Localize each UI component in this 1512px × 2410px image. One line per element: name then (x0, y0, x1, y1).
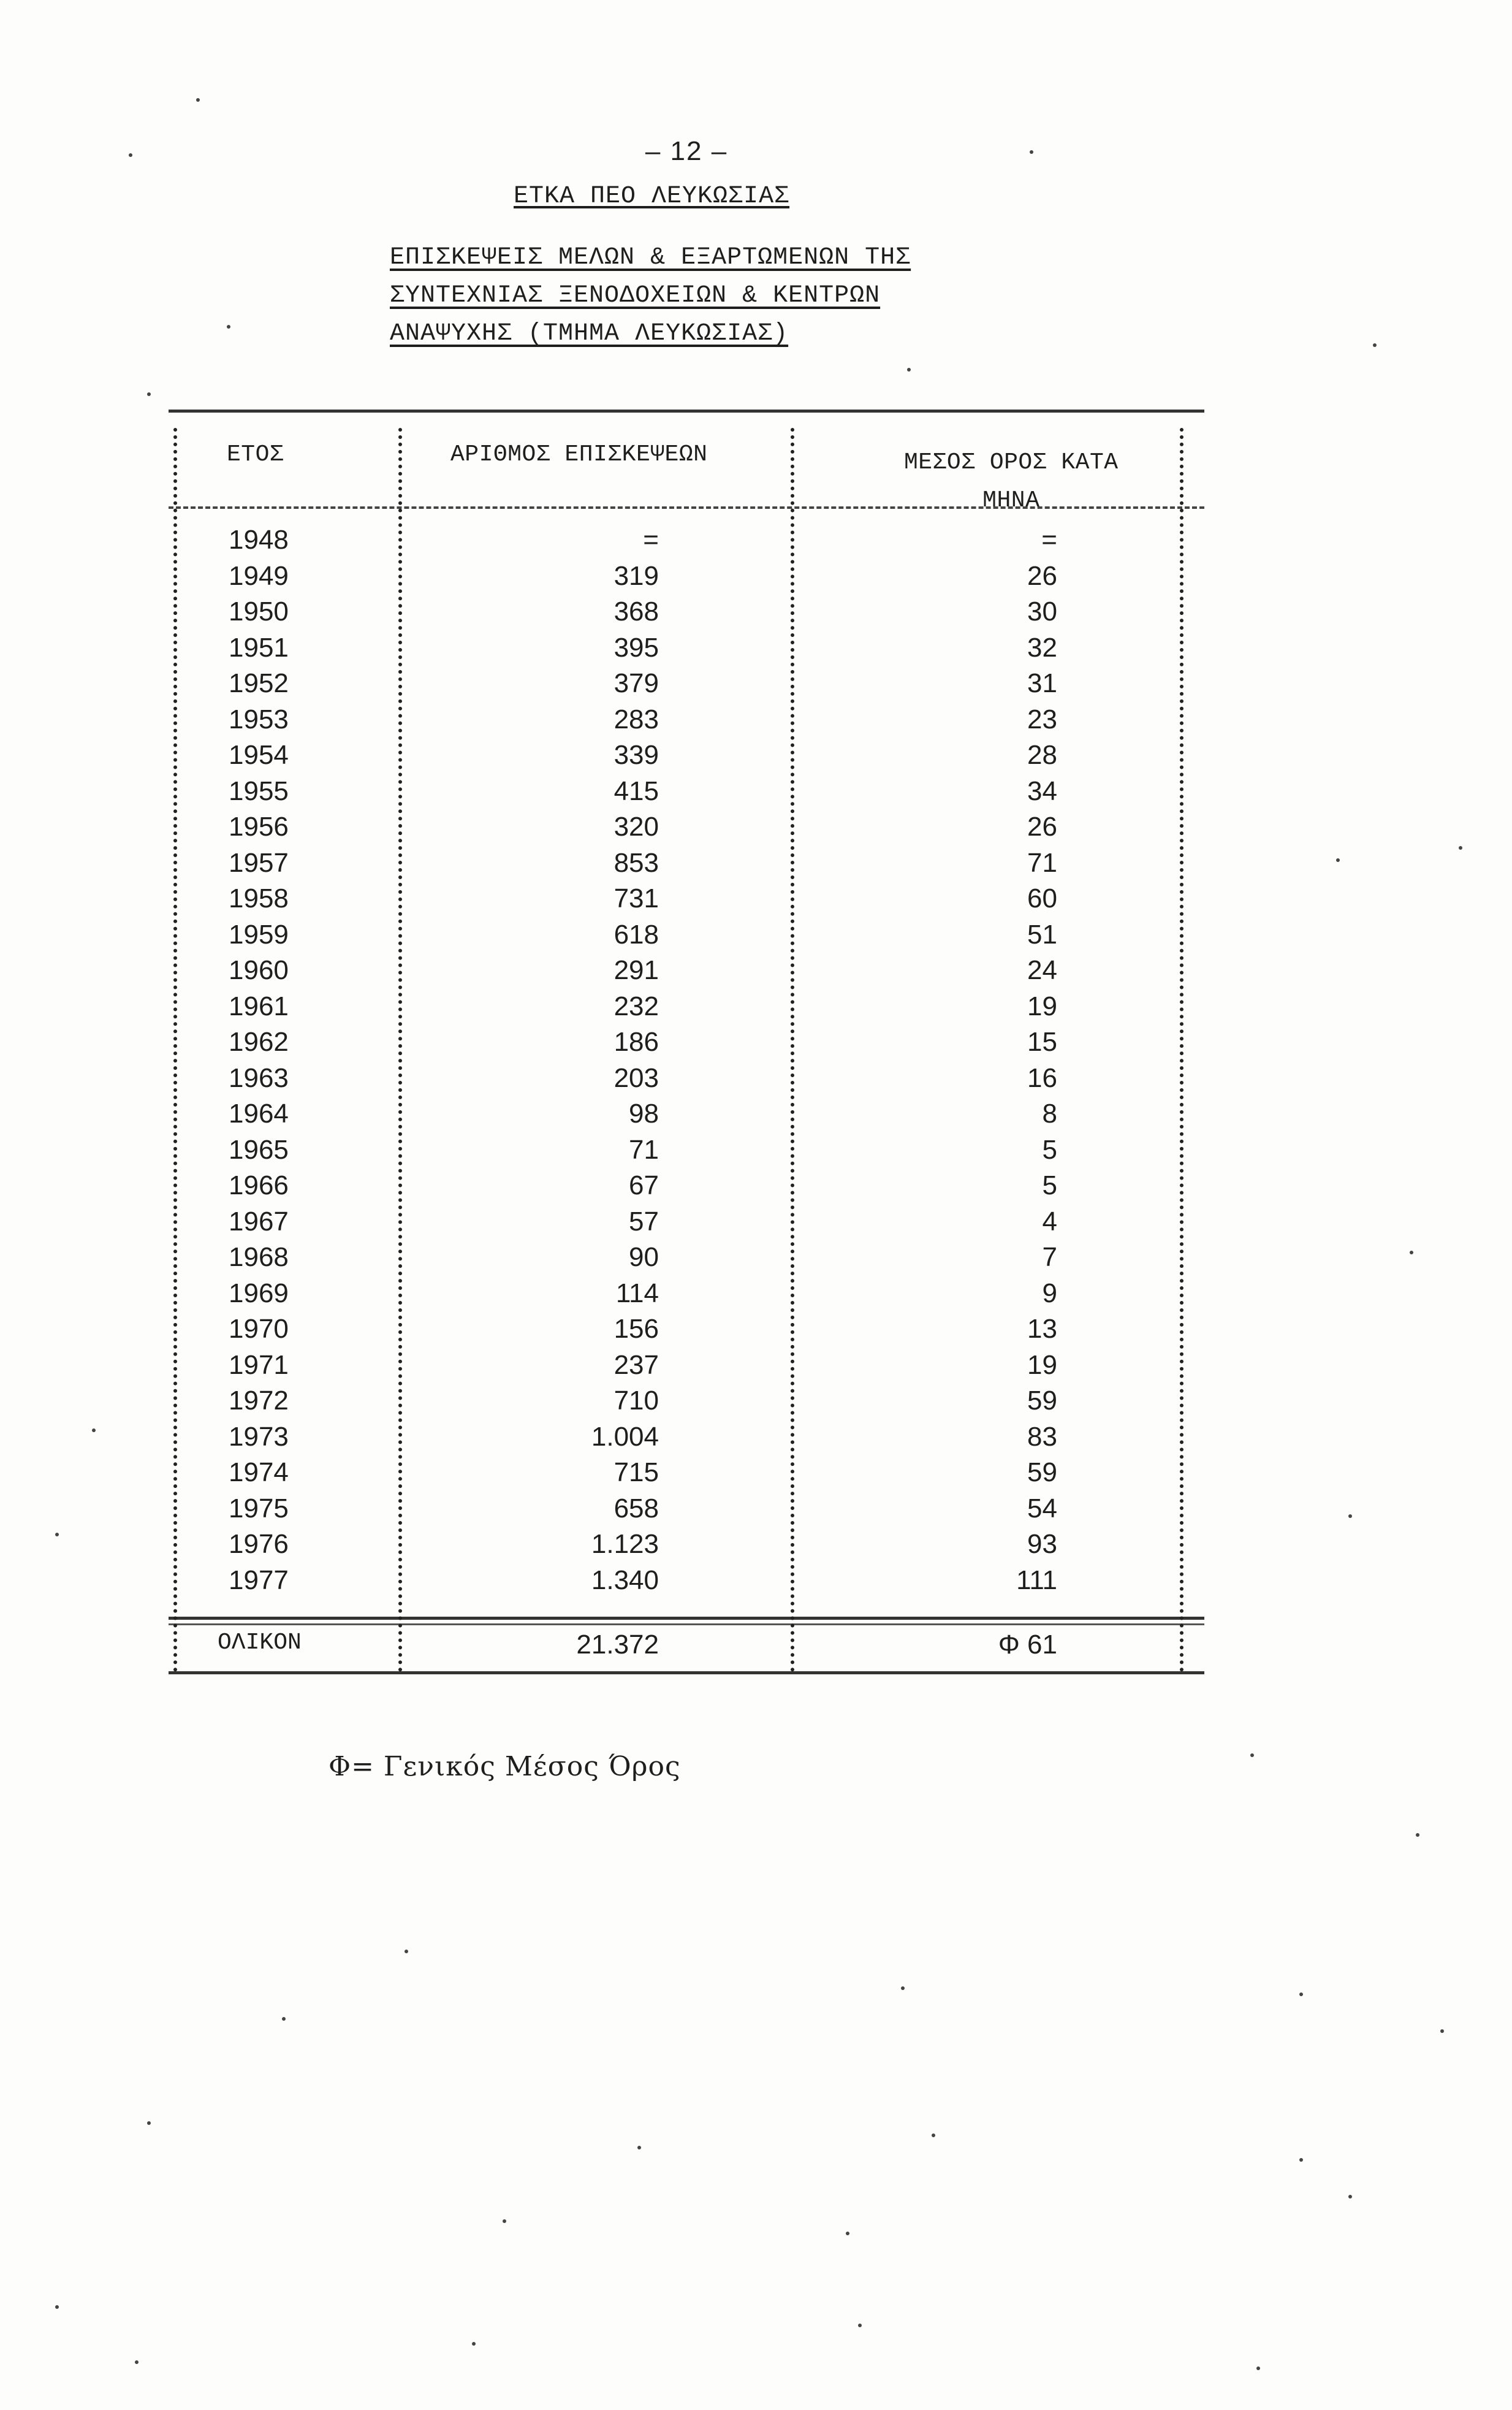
scan-speck (1299, 1992, 1303, 1996)
scan-speck (405, 1950, 408, 1953)
table-row (169, 1135, 1204, 1170)
visits-cell: 1.123 (591, 1529, 659, 1559)
visits-cell: 853 (614, 847, 659, 878)
table-row (169, 1350, 1204, 1386)
scan-speck (503, 2219, 506, 2223)
table-row (169, 1493, 1204, 1529)
scan-speck (147, 392, 151, 396)
scan-speck (55, 2305, 59, 2309)
table-row (169, 525, 1204, 560)
header-monthly-average-line-2: ΜΗΝΑ (982, 487, 1040, 514)
scan-speck (135, 2360, 139, 2364)
scan-speck (1373, 343, 1377, 347)
visits-cell: 203 (614, 1062, 659, 1093)
visits-cell: 320 (614, 812, 659, 842)
year-cell: 1967 (229, 1206, 289, 1237)
table-row (169, 1099, 1204, 1134)
scan-speck (227, 325, 230, 329)
visits-cell: 1.004 (591, 1421, 659, 1452)
average-cell: = (1041, 525, 1057, 555)
header-year: ΕΤΟΣ (227, 441, 284, 468)
table-top-rule (169, 410, 1204, 413)
year-cell: 1953 (229, 704, 289, 734)
scan-speck (846, 2232, 849, 2235)
average-cell: 4 (1042, 1206, 1057, 1237)
average-cell: 23 (1027, 704, 1057, 734)
visits-cell: 237 (614, 1349, 659, 1380)
scan-speck (1440, 2029, 1444, 2033)
average-cell: 71 (1027, 847, 1057, 878)
visits-cell: 67 (629, 1170, 659, 1200)
table-row (169, 1063, 1204, 1099)
year-cell: 1961 (229, 991, 289, 1021)
visits-cell: 715 (614, 1457, 659, 1487)
scan-speck (282, 2017, 286, 2021)
year-cell: 1951 (229, 632, 289, 663)
year-cell: 1962 (229, 1027, 289, 1057)
year-cell: 1974 (229, 1457, 289, 1487)
visits-cell: 339 (614, 740, 659, 770)
visits-table (169, 410, 1204, 1677)
scan-speck (1416, 1833, 1419, 1837)
scan-speck (1336, 858, 1340, 862)
table-row (169, 668, 1204, 704)
year-cell: 1957 (229, 847, 289, 878)
year-cell: 1966 (229, 1170, 289, 1200)
footnote: Φ= Γενικός Μέσος Όρος (329, 1751, 681, 1782)
visits-cell: 319 (614, 560, 659, 591)
scan-speck (55, 1533, 59, 1536)
visits-cell: 395 (614, 632, 659, 663)
scan-speck (1299, 2158, 1303, 2162)
scan-speck (1459, 846, 1462, 850)
average-cell: 59 (1027, 1457, 1057, 1487)
year-cell: 1969 (229, 1278, 289, 1308)
visits-cell: 710 (614, 1386, 659, 1416)
year-cell: 1965 (229, 1134, 289, 1165)
year-cell: 1954 (229, 740, 289, 770)
visits-cell: 415 (614, 776, 659, 806)
organization-title: ΕΤΚΑ ΠΕΟ ΛΕΥΚΩΣΙΑΣ (514, 183, 790, 210)
year-cell: 1948 (229, 525, 289, 555)
visits-cell: 71 (629, 1134, 659, 1165)
visits-cell: 658 (614, 1493, 659, 1523)
total-row (169, 1630, 1204, 1665)
visits-cell: 232 (614, 991, 659, 1021)
average-cell: 5 (1042, 1134, 1057, 1165)
average-cell: 9 (1042, 1278, 1057, 1308)
visits-cell: 90 (629, 1242, 659, 1272)
visits-cell: = (643, 525, 659, 555)
visits-cell: 618 (614, 919, 659, 950)
visits-cell: 1.340 (591, 1565, 659, 1595)
average-cell: 51 (1027, 919, 1057, 950)
visits-cell: 379 (614, 668, 659, 698)
table-row (169, 883, 1204, 919)
year-cell: 1949 (229, 560, 289, 591)
page-number: – 12 – (645, 136, 728, 166)
visits-cell: 57 (629, 1206, 659, 1237)
year-cell: 1952 (229, 668, 289, 698)
average-cell: 111 (1016, 1565, 1057, 1595)
total-top-rule-secondary (169, 1623, 1204, 1625)
scan-speck (472, 2342, 476, 2346)
document-heading (390, 239, 911, 353)
visits-cell: 368 (614, 597, 659, 627)
table-row (169, 1207, 1204, 1242)
year-cell: 1964 (229, 1099, 289, 1129)
average-cell: 93 (1027, 1529, 1057, 1559)
heading-line-3: ΑΝΑΨΥΧΗΣ (ΤΜΗΜΑ ΛΕΥΚΩΣΙΑΣ) (390, 320, 789, 348)
header-monthly-average (904, 444, 1119, 520)
heading-line-2: ΣΥΝΤΕΧΝΙΑΣ ΞΕΝΟΔΟΧΕΙΩΝ & ΚΕΝΤΡΩΝ (390, 282, 881, 310)
table-row (169, 848, 1204, 883)
table-row (169, 704, 1204, 740)
visits-cell: 291 (614, 955, 659, 985)
scan-speck (637, 2146, 641, 2149)
table-row (169, 955, 1204, 991)
table-row (169, 740, 1204, 776)
average-cell: 8 (1042, 1099, 1057, 1129)
header-visits: ΑΡΙΘΜΟΣ ΕΠΙΣΚΕΨΕΩΝ (450, 441, 708, 468)
visits-cell: 114 (615, 1278, 659, 1308)
table-row (169, 1422, 1204, 1457)
table-row (169, 561, 1204, 597)
table-row (169, 812, 1204, 847)
average-cell: 34 (1027, 776, 1057, 806)
year-cell: 1956 (229, 812, 289, 842)
scan-speck (129, 153, 132, 157)
average-cell: 83 (1027, 1421, 1057, 1452)
table-row (169, 1457, 1204, 1493)
year-cell: 1960 (229, 955, 289, 985)
visits-cell: 186 (614, 1027, 659, 1057)
average-cell: 26 (1027, 560, 1057, 591)
visits-cell: 731 (614, 883, 659, 913)
table-row (169, 1027, 1204, 1062)
visits-cell: 283 (614, 704, 659, 734)
visits-cell: 156 (614, 1314, 659, 1344)
scan-speck (1030, 150, 1033, 154)
average-cell: 54 (1027, 1493, 1057, 1523)
table-row (169, 991, 1204, 1027)
table-bottom-rule (169, 1671, 1204, 1674)
year-cell: 1968 (229, 1242, 289, 1272)
table-row (169, 1278, 1204, 1314)
year-cell: 1975 (229, 1493, 289, 1523)
table-row (169, 776, 1204, 812)
table-row (169, 1314, 1204, 1349)
table-row (169, 920, 1204, 955)
scan-speck (907, 368, 911, 372)
average-cell: 5 (1042, 1170, 1057, 1200)
average-cell: 19 (1027, 991, 1057, 1021)
scan-speck (196, 98, 200, 102)
scan-speck (858, 2324, 862, 2327)
visits-cell: 98 (629, 1099, 659, 1129)
year-cell: 1950 (229, 597, 289, 627)
average-cell: 28 (1027, 740, 1057, 770)
total-label: ΟΛΙΚΟΝ (218, 1630, 302, 1656)
heading-line-1: ΕΠΙΣΚΕΨΕΙΣ ΜΕΛΩΝ & ΕΞΑΡΤΩΜΕΝΩΝ ΤΗΣ (390, 244, 911, 272)
scan-speck (932, 2134, 935, 2137)
year-cell: 1955 (229, 776, 289, 806)
year-cell: 1970 (229, 1314, 289, 1344)
scan-speck (1256, 2366, 1260, 2370)
average-cell: 60 (1027, 883, 1057, 913)
average-cell: 31 (1027, 668, 1057, 698)
table-row (169, 597, 1204, 632)
average-cell: 59 (1027, 1386, 1057, 1416)
scan-speck (147, 2121, 151, 2125)
table-row (169, 1386, 1204, 1421)
scan-speck (92, 1428, 96, 1432)
year-cell: 1959 (229, 919, 289, 950)
year-cell: 1977 (229, 1565, 289, 1595)
table-row (169, 1242, 1204, 1278)
scan-speck (1348, 2195, 1352, 2198)
average-cell: 30 (1027, 597, 1057, 627)
average-cell: 13 (1027, 1314, 1057, 1344)
scan-speck (1348, 1514, 1352, 1518)
table-row (169, 1529, 1204, 1565)
year-cell: 1972 (229, 1386, 289, 1416)
average-cell: 32 (1027, 632, 1057, 663)
year-cell: 1976 (229, 1529, 289, 1559)
average-cell: 15 (1027, 1027, 1057, 1057)
year-cell: 1971 (229, 1349, 289, 1380)
average-cell: 26 (1027, 812, 1057, 842)
header-monthly-average-line-1: ΜΕΣΟΣ ΟΡΟΣ ΚΑΤΑ (904, 449, 1119, 476)
total-visits: 21.372 (576, 1630, 659, 1660)
scan-speck (901, 1986, 905, 1990)
average-cell: 24 (1027, 955, 1057, 985)
scan-speck (1410, 1251, 1413, 1254)
table-row (169, 633, 1204, 668)
table-row (169, 1170, 1204, 1206)
average-cell: 16 (1027, 1062, 1057, 1093)
year-cell: 1963 (229, 1062, 289, 1093)
year-cell: 1973 (229, 1421, 289, 1452)
year-cell: 1958 (229, 883, 289, 913)
average-cell: 19 (1027, 1349, 1057, 1380)
average-cell: 7 (1042, 1242, 1057, 1272)
total-top-rule (169, 1617, 1204, 1620)
table-row (169, 1565, 1204, 1601)
total-average: Φ 61 (998, 1630, 1057, 1660)
scan-speck (1250, 1753, 1254, 1757)
